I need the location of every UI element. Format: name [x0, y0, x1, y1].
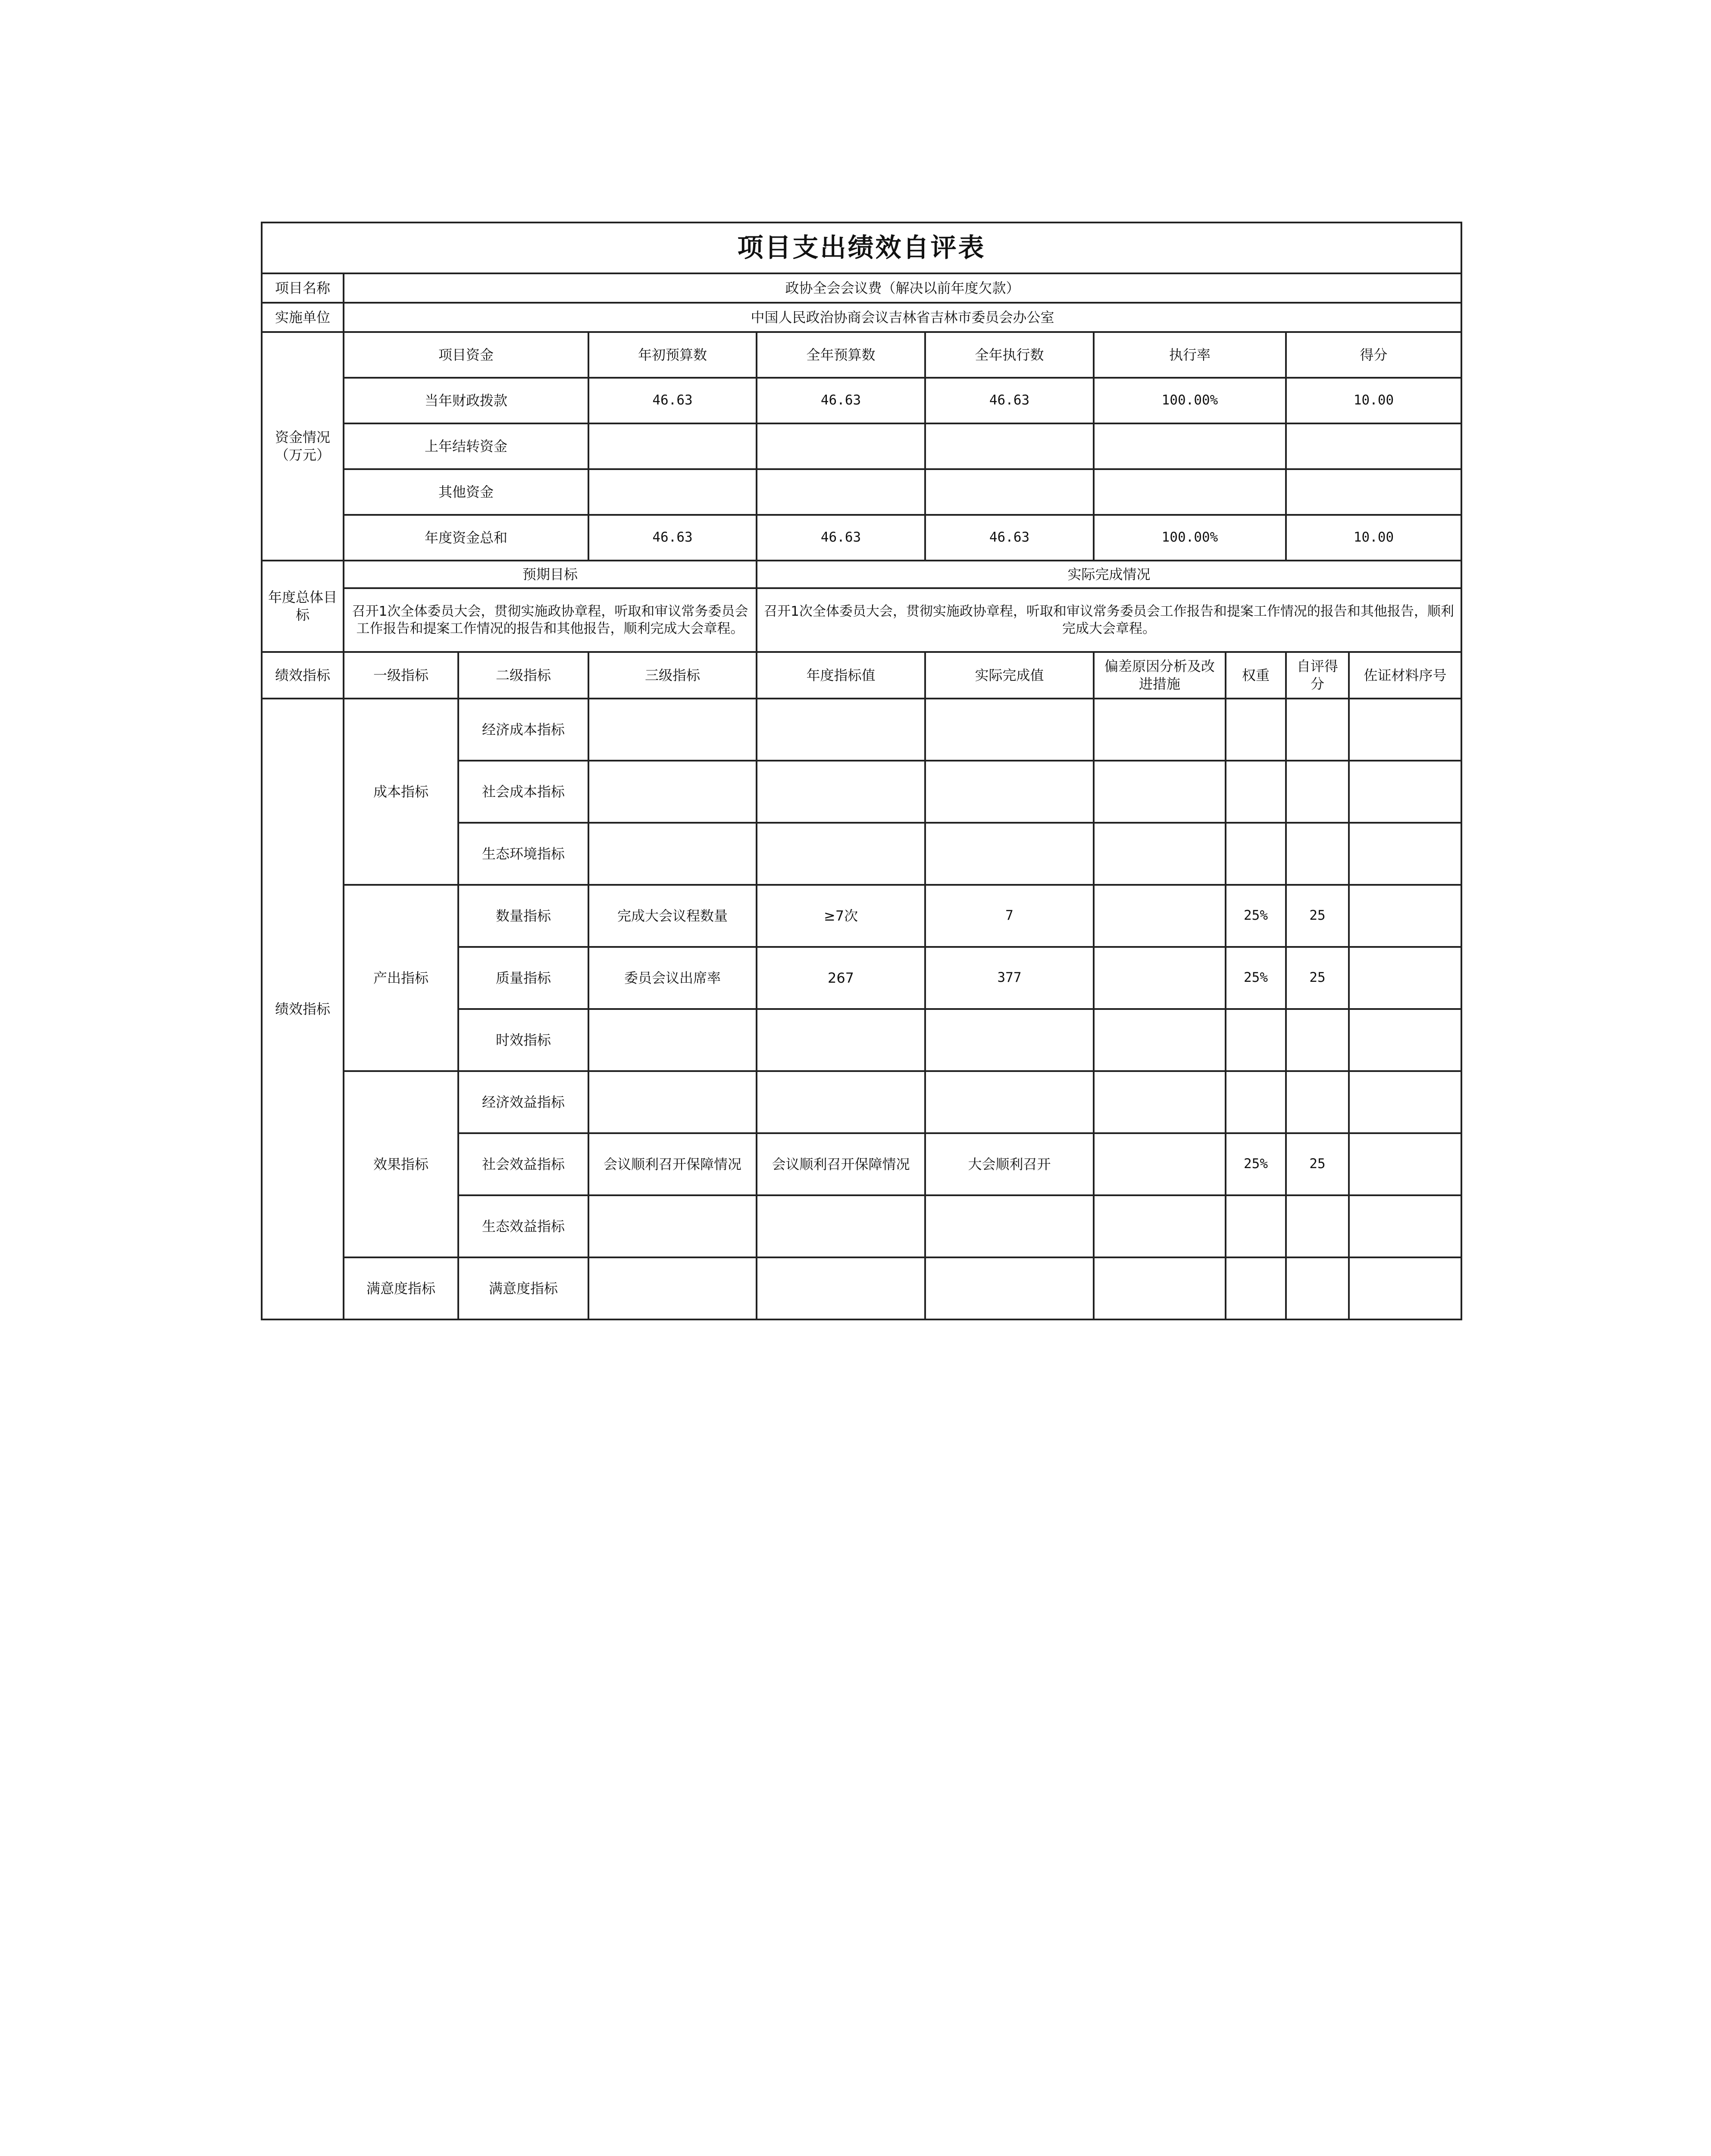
indicator-level3	[588, 699, 757, 761]
indicator-score: 25	[1286, 1133, 1349, 1195]
funds-row	[262, 469, 1461, 515]
indicator-level2: 质量指标	[458, 947, 588, 1009]
indicator-evidence	[1349, 1195, 1461, 1257]
indicator-level3: 完成大会议程数量	[588, 885, 757, 947]
implementing-unit-label: 实施单位	[262, 303, 344, 332]
indicator-actual	[925, 699, 1094, 761]
table-title: 项目支出绩效自评表	[262, 222, 1461, 273]
funds-row-rate	[1094, 423, 1286, 469]
indicator-level3	[588, 761, 757, 823]
indicator-reason	[1094, 1071, 1226, 1133]
indicator-level2: 经济成本指标	[458, 699, 588, 761]
indicator-level3	[588, 1071, 757, 1133]
indicator-row	[262, 1071, 1461, 1133]
indicator-weight	[1226, 1257, 1286, 1319]
funds-row-name: 当年财政拨款	[344, 378, 588, 423]
project-name-value: 政协全会会议费（解决以前年度欠款）	[344, 273, 1461, 303]
indicator-weight	[1226, 823, 1286, 885]
indicator-actual: 大会顺利召开	[925, 1133, 1094, 1195]
funds-header-initial: 年初预算数	[588, 332, 757, 378]
indicator-target	[757, 1071, 925, 1133]
performance-self-evaluation-table	[261, 222, 1462, 1320]
funds-section-label: 资金情况（万元）	[262, 332, 344, 561]
indicator-target	[757, 823, 925, 885]
indicator-level3	[588, 1009, 757, 1071]
funds-header-executed: 全年执行数	[925, 332, 1094, 378]
indicator-evidence	[1349, 885, 1461, 947]
indicator-level2: 生态效益指标	[458, 1195, 588, 1257]
indicator-level1: 满意度指标	[344, 1257, 458, 1319]
indicator-actual: 377	[925, 947, 1094, 1009]
indicator-level3	[588, 1195, 757, 1257]
indicator-actual	[925, 1071, 1094, 1133]
indicator-reason	[1094, 761, 1226, 823]
goals-expected-label: 预期目标	[344, 561, 757, 588]
indicator-reason	[1094, 1133, 1226, 1195]
indicator-score: 25	[1286, 947, 1349, 1009]
funds-row-annual: 46.63	[757, 515, 925, 561]
funds-row-executed	[925, 423, 1094, 469]
indicator-evidence	[1349, 761, 1461, 823]
indicator-evidence	[1349, 1009, 1461, 1071]
funds-row-initial: 46.63	[588, 515, 757, 561]
goals-expected-text: 召开1次全体委员大会，贯彻实施政协章程，听取和审议常务委员会工作报告和提案工作情况的报告和其他报告，顺利完成大会章程。	[344, 588, 757, 652]
indicator-score	[1286, 1071, 1349, 1133]
indicator-target: ≥7次	[757, 885, 925, 947]
indicator-target	[757, 761, 925, 823]
indicator-evidence	[1349, 699, 1461, 761]
goals-actual-text: 召开1次全体委员大会，贯彻实施政协章程，听取和审议常务委员会工作报告和提案工作情况的报告和其他报告，顺利完成大会章程。	[757, 588, 1461, 652]
indicator-actual	[925, 1009, 1094, 1071]
indicator-actual	[925, 1257, 1094, 1319]
funds-row-score	[1286, 469, 1461, 515]
indicator-evidence	[1349, 1071, 1461, 1133]
goals-section-label: 年度总体目标	[262, 561, 344, 652]
indicator-score	[1286, 823, 1349, 885]
indicator-target	[757, 1009, 925, 1071]
funds-row-executed: 46.63	[925, 515, 1094, 561]
indicator-header-score: 自评得分	[1286, 652, 1349, 699]
indicator-level1: 效果指标	[344, 1071, 458, 1257]
funds-row-score: 10.00	[1286, 378, 1461, 423]
funds-row-executed: 46.63	[925, 378, 1094, 423]
indicator-weight: 25%	[1226, 947, 1286, 1009]
goals-actual-label: 实际完成情况	[757, 561, 1461, 588]
funds-row-name: 年度资金总和	[344, 515, 588, 561]
indicator-reason	[1094, 885, 1226, 947]
indicator-actual	[925, 823, 1094, 885]
indicator-level2: 生态环境指标	[458, 823, 588, 885]
indicator-evidence	[1349, 1133, 1461, 1195]
indicator-evidence	[1349, 823, 1461, 885]
indicator-score	[1286, 1195, 1349, 1257]
indicator-level2: 社会效益指标	[458, 1133, 588, 1195]
indicator-reason	[1094, 1257, 1226, 1319]
indicator-level3	[588, 1257, 757, 1319]
indicator-level2: 时效指标	[458, 1009, 588, 1071]
indicator-header-actual: 实际完成值	[925, 652, 1094, 699]
funds-row-initial: 46.63	[588, 378, 757, 423]
indicator-header-level3: 三级指标	[588, 652, 757, 699]
indicator-header-weight: 权重	[1226, 652, 1286, 699]
indicator-header-level2: 二级指标	[458, 652, 588, 699]
indicator-score	[1286, 699, 1349, 761]
indicator-weight	[1226, 1009, 1286, 1071]
indicator-header-level1: 一级指标	[344, 652, 458, 699]
indicator-reason	[1094, 1195, 1226, 1257]
indicator-target	[757, 1195, 925, 1257]
indicator-actual	[925, 761, 1094, 823]
indicator-score: 25	[1286, 885, 1349, 947]
indicator-reason	[1094, 1009, 1226, 1071]
funds-row-executed	[925, 469, 1094, 515]
funds-row	[262, 378, 1461, 423]
indicator-actual: 7	[925, 885, 1094, 947]
indicator-actual	[925, 1195, 1094, 1257]
funds-row	[262, 423, 1461, 469]
indicator-reason	[1094, 699, 1226, 761]
funds-row-rate: 100.00%	[1094, 378, 1286, 423]
indicator-row	[262, 1257, 1461, 1319]
indicator-level3: 会议顺利召开保障情况	[588, 1133, 757, 1195]
funds-row-score	[1286, 423, 1461, 469]
indicator-row	[262, 885, 1461, 947]
indicator-score	[1286, 1257, 1349, 1319]
indicator-header-section: 绩效指标	[262, 652, 344, 699]
indicators-section-label: 绩效指标	[262, 699, 344, 1319]
indicator-level3: 委员会议出席率	[588, 947, 757, 1009]
funds-header-item: 项目资金	[344, 332, 588, 378]
funds-row-name: 其他资金	[344, 469, 588, 515]
funds-row-annual	[757, 469, 925, 515]
indicator-reason	[1094, 823, 1226, 885]
funds-row-annual: 46.63	[757, 378, 925, 423]
indicator-level2: 社会成本指标	[458, 761, 588, 823]
indicator-target: 会议顺利召开保障情况	[757, 1133, 925, 1195]
funds-row-rate	[1094, 469, 1286, 515]
indicator-evidence	[1349, 1257, 1461, 1319]
indicator-header-evidence: 佐证材料序号	[1349, 652, 1461, 699]
indicator-weight: 25%	[1226, 1133, 1286, 1195]
indicator-weight	[1226, 761, 1286, 823]
funds-row-rate: 100.00%	[1094, 515, 1286, 561]
indicator-header-target: 年度指标值	[757, 652, 925, 699]
funds-row-initial	[588, 469, 757, 515]
indicator-row	[262, 699, 1461, 761]
implementing-unit-value: 中国人民政治协商会议吉林省吉林市委员会办公室	[344, 303, 1461, 332]
indicator-level2: 经济效益指标	[458, 1071, 588, 1133]
funds-header-rate: 执行率	[1094, 332, 1286, 378]
indicator-score	[1286, 1009, 1349, 1071]
indicator-evidence	[1349, 947, 1461, 1009]
indicator-header-reason: 偏差原因分析及改进措施	[1094, 652, 1226, 699]
indicator-weight	[1226, 1195, 1286, 1257]
indicator-reason	[1094, 947, 1226, 1009]
indicator-score	[1286, 761, 1349, 823]
funds-row-initial	[588, 423, 757, 469]
indicator-level1: 产出指标	[344, 885, 458, 1071]
funds-row	[262, 515, 1461, 561]
indicator-weight: 25%	[1226, 885, 1286, 947]
indicator-weight	[1226, 1071, 1286, 1133]
indicator-target	[757, 1257, 925, 1319]
indicator-level1: 成本指标	[344, 699, 458, 885]
indicator-level3	[588, 823, 757, 885]
funds-row-annual	[757, 423, 925, 469]
project-name-label: 项目名称	[262, 273, 344, 303]
indicator-target: 267	[757, 947, 925, 1009]
indicator-level2: 数量指标	[458, 885, 588, 947]
indicator-target	[757, 699, 925, 761]
funds-header-annual: 全年预算数	[757, 332, 925, 378]
funds-row-score: 10.00	[1286, 515, 1461, 561]
indicator-weight	[1226, 699, 1286, 761]
funds-row-name: 上年结转资金	[344, 423, 588, 469]
indicator-level2: 满意度指标	[458, 1257, 588, 1319]
funds-header-score: 得分	[1286, 332, 1461, 378]
